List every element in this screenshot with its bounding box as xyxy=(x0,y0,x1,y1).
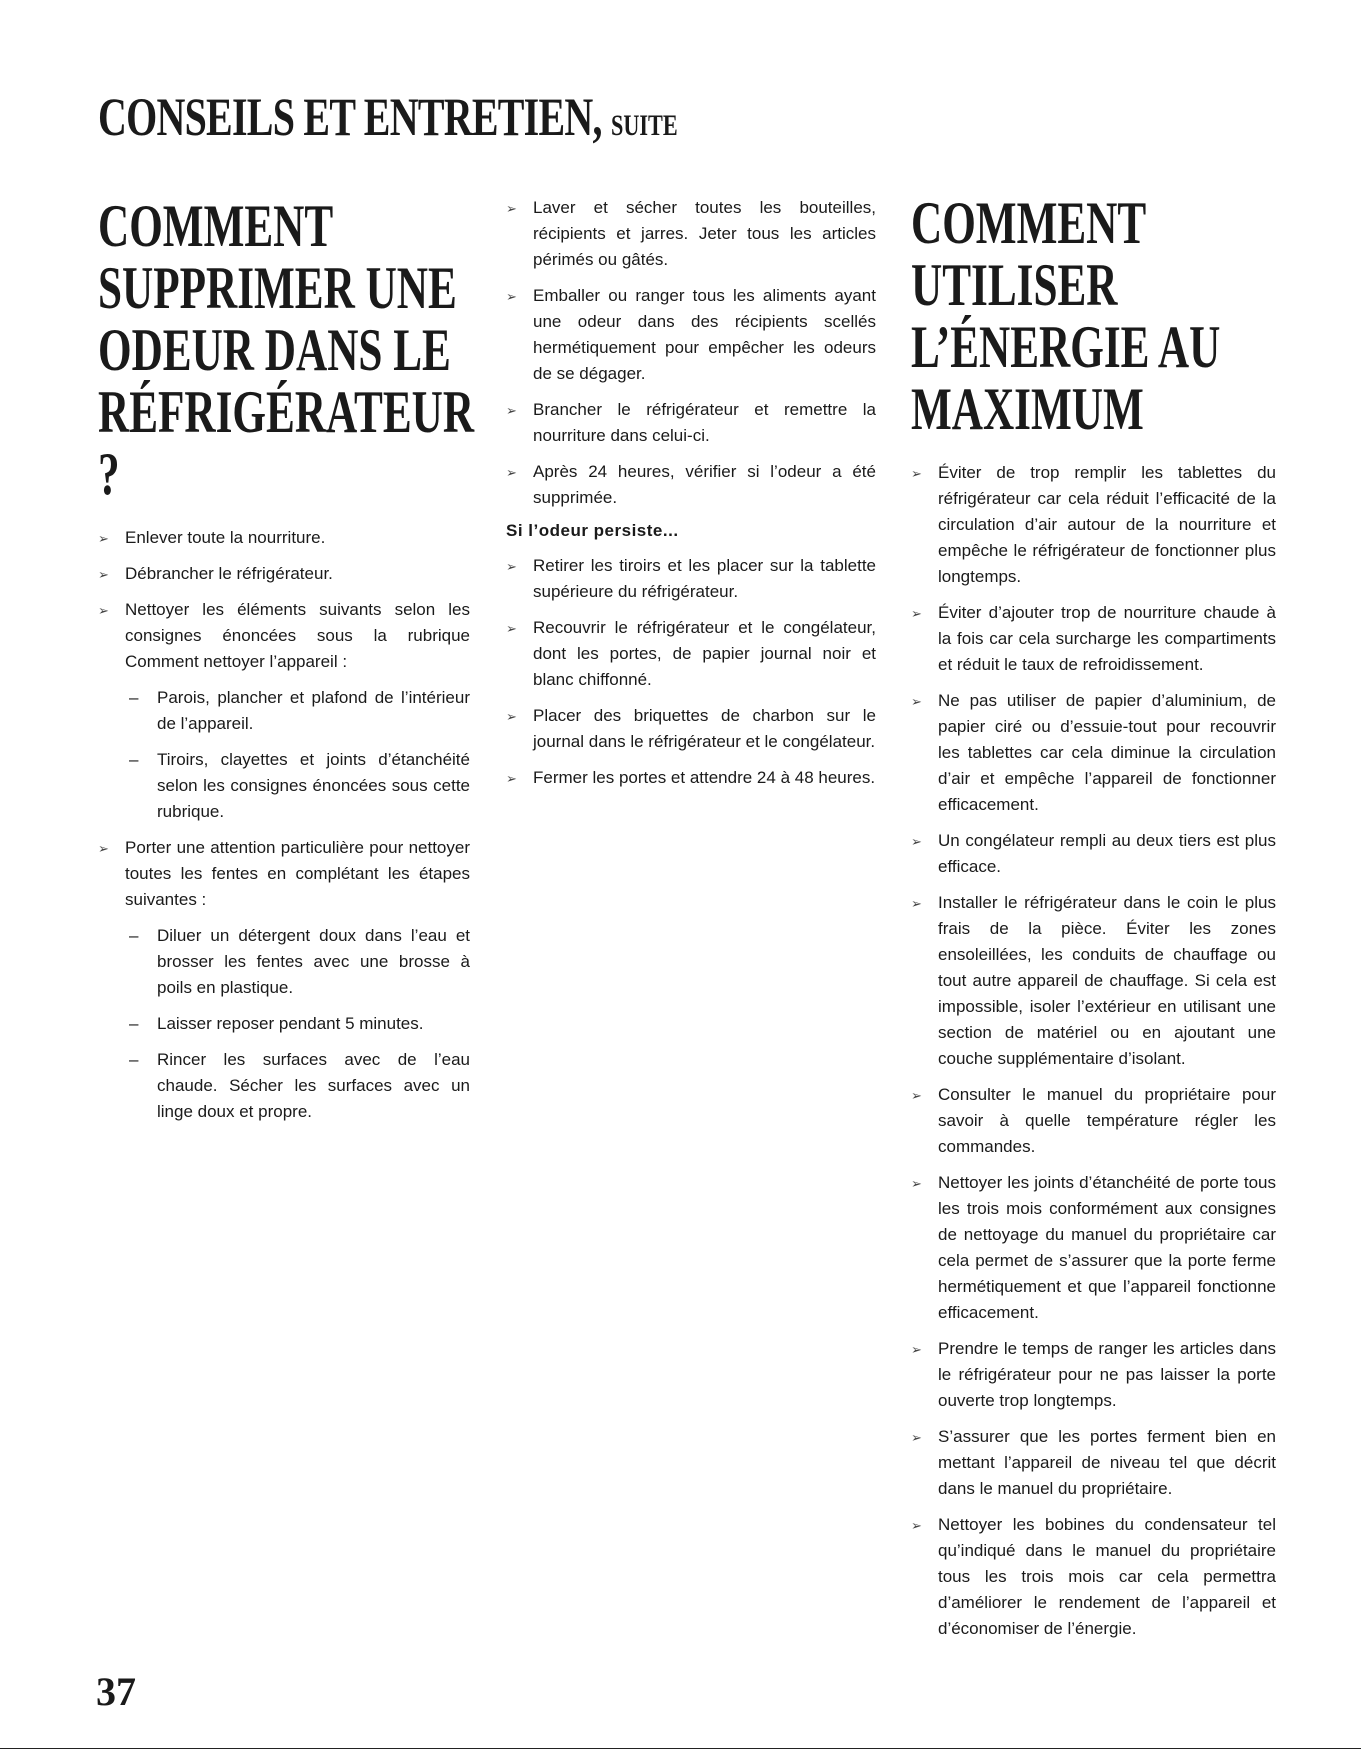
dash-bullet-icon: – xyxy=(129,926,139,945)
sub-list-item: – Diluer un détergent doux dans l’eau et brosser les fentes avec une brosse à poils en plastique. xyxy=(125,923,470,1001)
list-item: ➢ Retirer les tiroirs et les placer sur la tablette supérieure du réfrigérateur. xyxy=(506,556,876,601)
energy-tips-list xyxy=(911,460,1276,1642)
arrow-bullet-icon: ➢ xyxy=(98,567,109,582)
page-number: 37 xyxy=(96,1669,136,1714)
arrow-bullet-icon: ➢ xyxy=(911,606,922,621)
arrow-bullet-icon: ➢ xyxy=(506,559,517,574)
list-item: ➢ Prendre le temps de ranger les articles dans le réfrigérateur pour ne pas laisser la porte ouverte trop longtemps. xyxy=(911,1339,1276,1410)
list-item: ➢ Nettoyer les bobines du condensateur tel qu’indiqué dans le manuel du propriétaire tous les trois mois car cela permettra d’améliorer le rendement de l’appareil et d’économiser de l’énergie. xyxy=(911,1515,1276,1638)
list-item: ➢ Nettoyer les éléments suivants selon les consignes énoncées sous la rubrique Comment nettoyer l’appareil : – Parois, plancher et plafond de l’intérieur de l’appareil. – Tiroirs, clayettes et joints d’étanchéité selon les consignes énoncées sous cette rubrique. xyxy=(98,597,470,825)
list-item: ➢ Porter une attention particulière pour nettoyer toutes les fentes en complétant les étapes suivantes : – Diluer un détergent doux dans l’eau et brosser les fentes avec une brosse à poils en plastique. – Laisser reposer pendant 5 minutes. – Rincer les surfaces avec de l’eau chaude. Sécher les surfaces avec un linge doux et propre. xyxy=(98,835,470,1125)
page-title-suite: SUITE xyxy=(611,109,678,142)
arrow-bullet-icon: ➢ xyxy=(911,466,922,481)
arrow-bullet-icon: ➢ xyxy=(98,531,109,546)
arrow-bullet-icon: ➢ xyxy=(506,621,517,636)
list-item: ➢ Brancher le réfrigérateur et remettre la nourriture dans celui-ci. xyxy=(506,400,876,445)
arrow-bullet-icon: ➢ xyxy=(911,834,922,849)
list-item: ➢ Éviter de trop remplir les tablettes du réfrigérateur car cela réduit l’efficacité de la circulation d’air autour de la nourriture et empêche le réfrigérateur de fonctionner plus longtemps. xyxy=(911,463,1276,586)
list-item: ➢ Ne pas utiliser de papier d’aluminium, de papier ciré ou d’essuie-tout pour recouvrir les tablettes car cela diminue la circulation d’air et empêche l’appareil de fonctionner efficacement. xyxy=(911,691,1276,814)
arrow-bullet-icon: ➢ xyxy=(911,1518,922,1533)
bottom-divider xyxy=(0,1748,1361,1749)
list-item: ➢ Après 24 heures, vérifier si l’odeur a été supprimée. xyxy=(506,462,876,507)
list-item: ➢ Installer le réfrigérateur dans le coin le plus frais de la pièce. Éviter les zones ensoleillées, les conduits de chauffage ou tout autre appareil de chauffage. Si cela est impossible, isoler l’extérieur en utilisant une section de matériel ou en ajoutant une couche supplémentaire d’isolant. xyxy=(911,893,1276,1068)
list-item: ➢ Recouvrir le réfrigérateur et le congélateur, dont les portes, de papier journal noir et blanc chiffonné. xyxy=(506,618,876,689)
arrow-bullet-icon: ➢ xyxy=(506,465,517,480)
list-item: ➢ Éviter d’ajouter trop de nourriture chaude à la fois car cela surcharge les compartiments et réduit le taux de refroidissement. xyxy=(911,603,1276,674)
sub-list xyxy=(125,923,470,1125)
page-title: CONSEILS ET ENTRETIEN, xyxy=(98,87,602,147)
subsection-title: Si l’odeur persiste... xyxy=(506,521,679,540)
arrow-bullet-icon: ➢ xyxy=(911,1088,922,1103)
arrow-bullet-icon: ➢ xyxy=(506,709,517,724)
sub-list-item: – Parois, plancher et plafond de l’intérieur de l’appareil. xyxy=(125,685,470,737)
dash-bullet-icon: – xyxy=(129,1050,139,1069)
column-middle xyxy=(506,195,876,801)
odor-persists-list xyxy=(506,553,876,791)
dash-bullet-icon: – xyxy=(129,750,139,769)
odor-steps-list xyxy=(98,525,470,1125)
sub-list-item: – Tiroirs, clayettes et joints d’étanchéité selon les consignes énoncées sous cette rubrique. xyxy=(125,747,470,825)
column-right xyxy=(911,192,1276,1652)
sub-list-item: – Laisser reposer pendant 5 minutes. xyxy=(125,1011,470,1037)
arrow-bullet-icon: ➢ xyxy=(911,1176,922,1191)
dash-bullet-icon: – xyxy=(129,1014,139,1033)
section-heading-odor: COMMENT SUPPRIMER UNE ODEUR DANS LE RÉFRIGÉRATEUR ? xyxy=(98,193,475,507)
dash-bullet-icon: – xyxy=(129,688,139,707)
arrow-bullet-icon: ➢ xyxy=(506,201,517,216)
list-item: ➢ S’assurer que les portes ferment bien en mettant l’appareil de niveau tel que décrit dans le manuel du propriétaire. xyxy=(911,1427,1276,1498)
column-left xyxy=(98,193,475,1135)
arrow-bullet-icon: ➢ xyxy=(911,1342,922,1357)
list-item: ➢ Consulter le manuel du propriétaire pour savoir à quelle température régler les commandes. xyxy=(911,1085,1276,1156)
arrow-bullet-icon: ➢ xyxy=(911,694,922,709)
list-item: ➢ Débrancher le réfrigérateur. xyxy=(98,561,470,587)
arrow-bullet-icon: ➢ xyxy=(98,841,109,856)
section-heading-energy: COMMENT UTILISER L’ÉNERGIE AU MAXIMUM xyxy=(911,190,1221,442)
sub-list xyxy=(125,685,470,825)
arrow-bullet-icon: ➢ xyxy=(98,603,109,618)
arrow-bullet-icon: ➢ xyxy=(911,896,922,911)
list-item: ➢ Nettoyer les joints d’étanchéité de porte tous les trois mois conformément aux consignes de nettoyage du manuel du propriétaire car cela permet de s’assurer que la porte ferme hermétiquement et que l’appareil fonctionne efficacement. xyxy=(911,1173,1276,1322)
list-item: ➢ Placer des briquettes de charbon sur le journal dans le réfrigérateur et le congélateur. xyxy=(506,706,876,751)
page-header xyxy=(98,86,678,148)
arrow-bullet-icon: ➢ xyxy=(506,403,517,418)
list-item: ➢ Fermer les portes et attendre 24 à 48 heures. xyxy=(506,765,876,791)
odor-steps-continued-list xyxy=(506,195,876,511)
arrow-bullet-icon: ➢ xyxy=(506,289,517,304)
list-item: ➢ Emballer ou ranger tous les aliments ayant une odeur dans des récipients scellés hermétiquement pour empêcher les odeurs de se dégager. xyxy=(506,286,876,383)
list-item: ➢ Laver et sécher toutes les bouteilles, récipients et jarres. Jeter tous les articles périmés ou gâtés. xyxy=(506,198,876,269)
arrow-bullet-icon: ➢ xyxy=(506,771,517,786)
arrow-bullet-icon: ➢ xyxy=(911,1430,922,1445)
sub-list-item: – Rincer les surfaces avec de l’eau chaude. Sécher les surfaces avec un linge doux et propre. xyxy=(125,1047,470,1125)
list-item: ➢ Enlever toute la nourriture. xyxy=(98,525,470,551)
list-item: ➢ Un congélateur rempli au deux tiers est plus efficace. xyxy=(911,831,1276,876)
